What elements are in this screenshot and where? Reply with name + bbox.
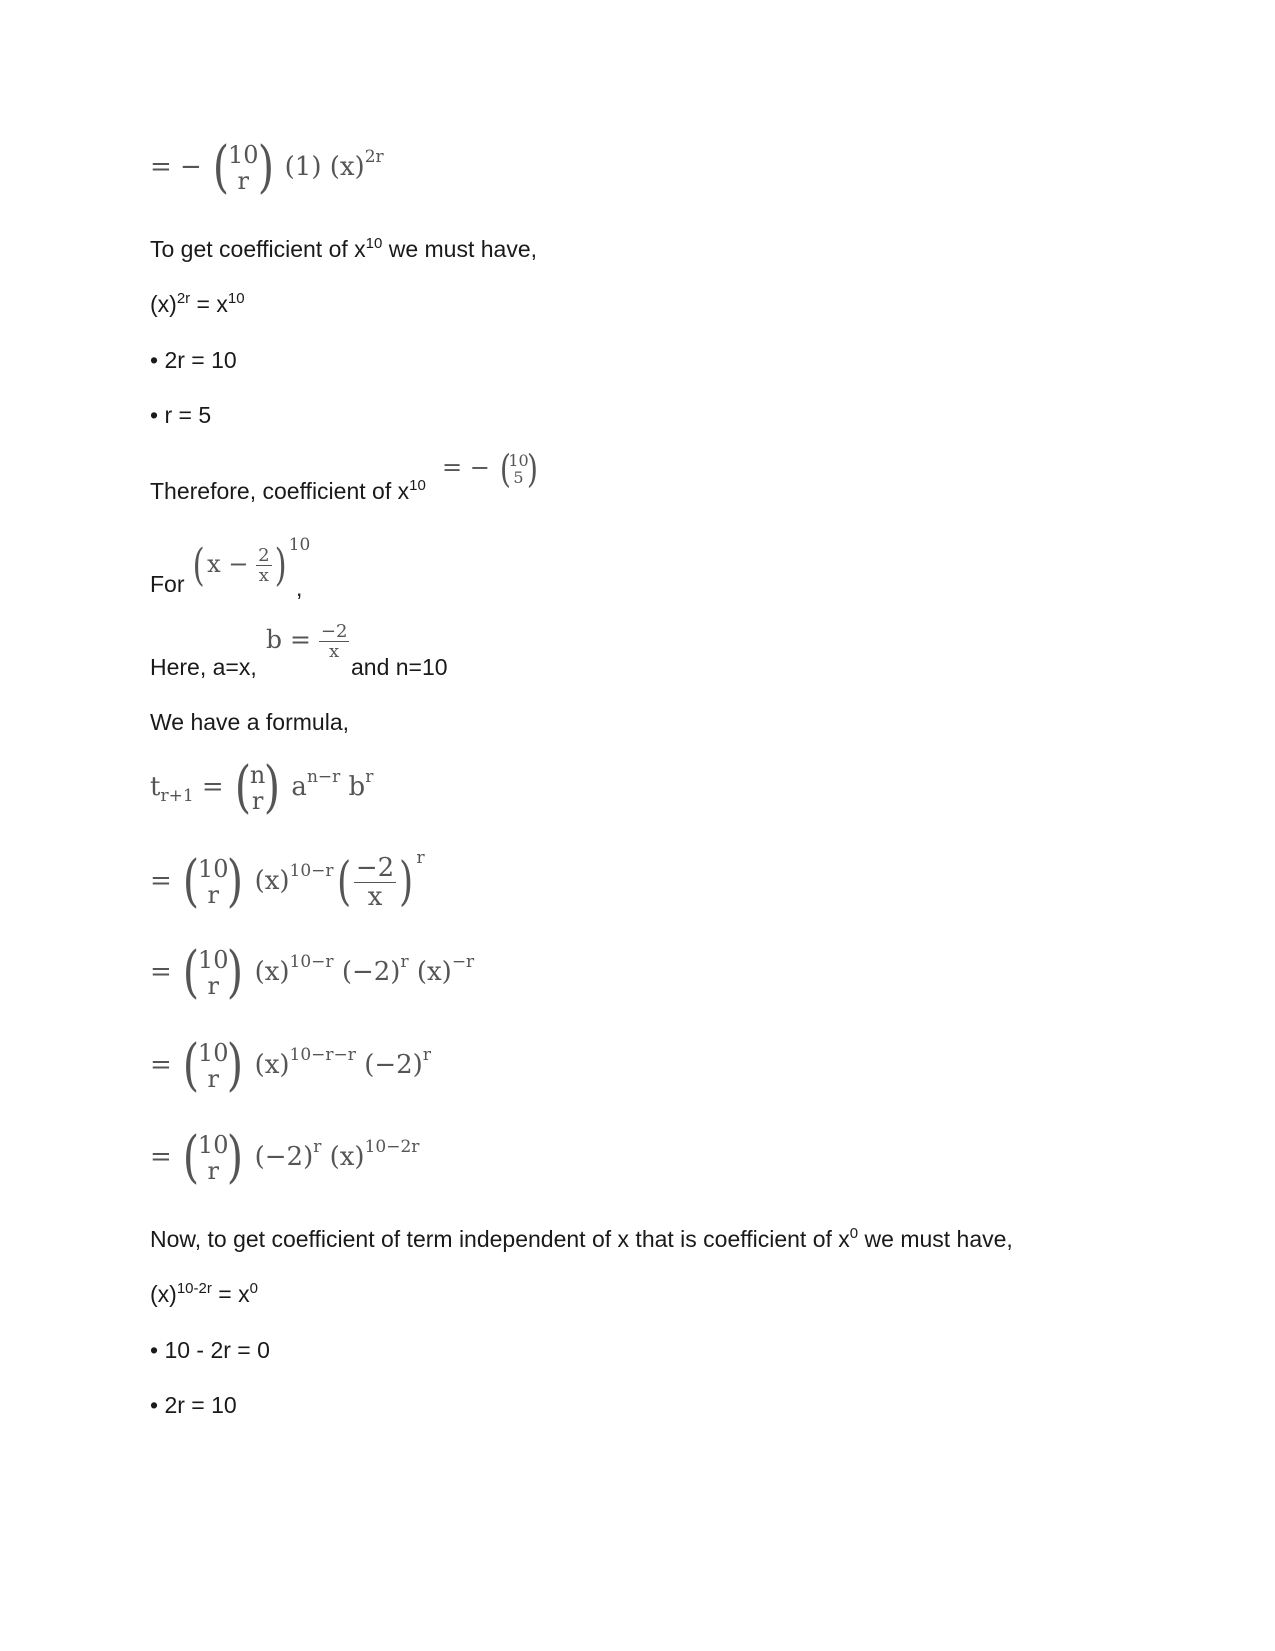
binomial-n-r: ( n r )	[234, 755, 281, 820]
equals-minus: = −	[150, 152, 202, 182]
expression-x-minus-2-over-x: ( x − $\frac{2}{x}$ ) $^{10}$	[192, 535, 311, 591]
therefore-binomial: = − ( 10 5 )	[442, 447, 538, 491]
text-line-coefficient-x10: To get coefficient of $x^{10}$ we must have,	[150, 235, 538, 262]
bullet-r-5: • r = 5	[150, 402, 212, 428]
fraction-minus2-over-x: $\frac{-2}{x}$	[355, 852, 395, 912]
text-line-here: Here, a=x,	[150, 654, 257, 680]
b-equals-fraction: b = $\frac{-2}{x}$	[266, 621, 348, 662]
binomial-10-5: ( 10 5 )	[499, 447, 538, 491]
exponent: 2r	[364, 147, 384, 167]
equation-step-3: = ( 10 r ) $(x)^{10-r-r}$ $(-2)^r$	[150, 1033, 431, 1098]
text-line-for: For	[150, 571, 185, 597]
equation-step-2: = ( 10 r ) $(x)^{10-r}$ $(-2)^r$ $(x)^{-r}$	[150, 940, 475, 1005]
equation-step-4: = ( 10 r ) $(-2)^r$ $(x)^{10-2r}$	[150, 1125, 420, 1190]
equation-step-1: = ( 10 r ) $(x)^{10-r}$( $\frac{-2}{x}$ ) $^r$	[150, 848, 425, 914]
bullet-2r-10-second: • 2r = 10	[150, 1392, 237, 1418]
text-line-power-equation: $(x)^{2r} = x^{10}$	[150, 290, 245, 317]
general-term-formula: $t_{r+1}$ = ( n r ) $a^{n-r}$ $b^r$	[150, 755, 374, 820]
text-line-therefore: Therefore, coefficient of $x^{10}$	[150, 477, 426, 504]
text-line-independent-term: Now, to get coefficient of term independent of x that is coefficient of $x^0$ we must have,	[150, 1225, 1013, 1252]
equation-line-1	[150, 135, 384, 200]
comma: ,	[296, 575, 303, 601]
bullet-10-minus-2r: • 10 - 2r = 0	[150, 1337, 270, 1363]
power-10: 10	[288, 535, 311, 555]
binom-top: 10	[227, 141, 259, 169]
binom-bottom: r	[237, 167, 249, 195]
binomial-coefficient: ( 10 r )	[212, 135, 274, 200]
and-n-10: and n=10	[351, 654, 448, 680]
bullet-2r-10: • 2r = 10	[150, 347, 237, 373]
text-line-power-equation-2: $(x)^{10-2r} = x^0$	[150, 1280, 258, 1307]
equation-term: (1) (x)	[284, 152, 365, 182]
fraction-minus2-over-x: $\frac{-2}{x}$	[320, 621, 348, 662]
fraction-2-over-x: $\frac{2}{x}$	[258, 545, 270, 586]
text-line-formula: We have a formula,	[150, 709, 350, 735]
